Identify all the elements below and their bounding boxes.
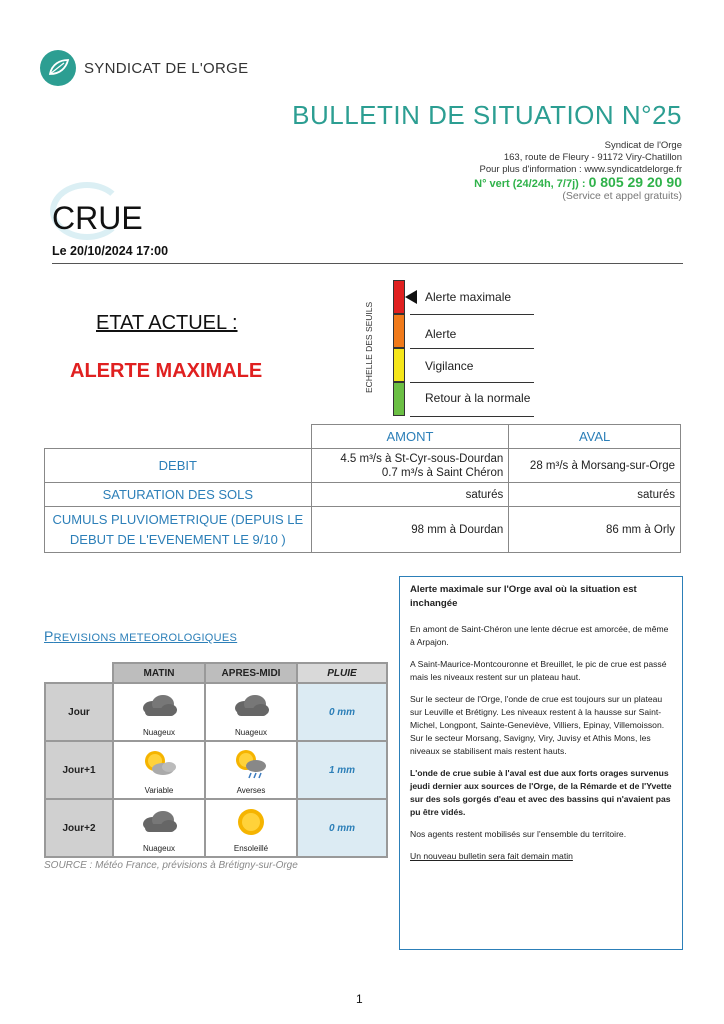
previsions-title bbox=[44, 628, 237, 644]
crue-date: Le 20/10/2024 17:00 bbox=[52, 244, 169, 258]
service-note: (Service et appel gratuits) bbox=[562, 190, 682, 202]
etat-value: ALERTE MAXIMALE bbox=[70, 360, 263, 382]
green-number[interactable]: 0 805 29 20 90 bbox=[588, 174, 682, 190]
page-number: 1 bbox=[356, 992, 363, 1006]
cumuls-label-2: DEBUT DE L'EVENEMENT LE 9/10 ) bbox=[69, 531, 286, 547]
forecast-text: Variable bbox=[144, 786, 174, 795]
cumuls-label bbox=[45, 507, 312, 553]
forecast-cell bbox=[113, 683, 205, 741]
table-row bbox=[45, 507, 681, 553]
forecast-text: Averses bbox=[236, 786, 266, 795]
commentary-paragraph: L'onde de crue subie à l'aval est due aux forts orages survenus jeudi dernier aux sources de l'Orge, de la Rémarde et de l'Yvette sur des sols gorgés d'eau et avec des bassins qui n'avaient pas pu être vidés. bbox=[410, 768, 672, 817]
row-label: Jour bbox=[45, 683, 113, 741]
commentary-paragraph: En amont de Saint-Chéron une lente décrue est amorcée, de même à Arpajon. bbox=[410, 624, 669, 647]
table-row bbox=[45, 449, 681, 483]
table-row bbox=[45, 483, 681, 507]
level-line bbox=[410, 314, 534, 315]
commentary-heading: Alerte maximale sur l'Orge aval où la situation est inchangée bbox=[410, 584, 637, 609]
level-line bbox=[410, 416, 534, 417]
logo-icon bbox=[40, 50, 76, 86]
level-bar-normale bbox=[393, 382, 405, 416]
cloud-icon bbox=[231, 690, 271, 722]
table-row bbox=[45, 799, 387, 857]
cumuls-label-1: CUMULS PLUVIOMETRIQUE (DEPUIS LE bbox=[52, 511, 304, 527]
forecast-cell bbox=[113, 799, 205, 857]
commentary-paragraph: A Saint-Maurice-Montcouronne et Breuillet, le pic de crue est passé mais les niveaux restent sur un plateau haut. bbox=[410, 659, 667, 682]
situation-commentary bbox=[399, 576, 683, 950]
cloud-icon bbox=[139, 690, 179, 722]
forecast-text: Nuageux bbox=[142, 728, 176, 737]
current-level-arrow-icon bbox=[405, 290, 417, 304]
level-text-normale: Retour à la normale bbox=[425, 391, 531, 405]
situation-table bbox=[44, 424, 681, 553]
meteo-source: SOURCE : Météo France, prévisions à Brétigny-sur-Orge bbox=[44, 860, 298, 871]
green-label: N° vert (24/24h, 7/7j) : bbox=[474, 178, 589, 190]
level-text-alerte: Alerte bbox=[425, 327, 457, 341]
info-line[interactable]: Pour plus d'information : www.syndicatdelorge.fr bbox=[479, 164, 682, 175]
sun-cloud-icon bbox=[139, 748, 179, 780]
forecast-cell bbox=[205, 741, 297, 799]
level-line bbox=[410, 348, 534, 349]
forecast-cell bbox=[205, 683, 297, 741]
rain-value: 1 mm bbox=[297, 741, 387, 799]
debit-label: DEBIT bbox=[45, 449, 312, 483]
forecast-text: Nuageux bbox=[142, 844, 176, 853]
level-bar-alerte-maximale bbox=[393, 280, 405, 314]
previsions-title-cap: P bbox=[44, 628, 54, 644]
table-corner bbox=[45, 425, 312, 449]
divider bbox=[52, 263, 683, 264]
debit-amont-1: 4.5 m³/s à St-Cyr-sous-Dourdan bbox=[340, 452, 504, 465]
forecast-text: Nuageux bbox=[234, 728, 268, 737]
table-row bbox=[45, 741, 387, 799]
level-bar-vigilance bbox=[393, 348, 405, 382]
green-number-line bbox=[474, 176, 682, 190]
next-bulletin-note: Un nouveau bulletin sera fait demain matin bbox=[410, 851, 573, 861]
level-line bbox=[410, 382, 534, 383]
row-label: Jour+1 bbox=[45, 741, 113, 799]
saturation-amont: saturés bbox=[311, 483, 509, 507]
rain-value: 0 mm bbox=[297, 799, 387, 857]
debit-amont bbox=[311, 449, 509, 483]
col-matin: MATIN bbox=[113, 663, 205, 683]
level-text-alerte-maximale: Alerte maximale bbox=[425, 290, 512, 304]
table-row bbox=[45, 683, 387, 741]
forecast-cell bbox=[113, 741, 205, 799]
saturation-aval: saturés bbox=[509, 483, 681, 507]
sun-icon bbox=[231, 806, 271, 838]
col-amont: AMONT bbox=[311, 425, 509, 449]
etat-label: ETAT ACTUEL : bbox=[96, 312, 238, 334]
forecast-cell bbox=[205, 799, 297, 857]
debit-amont-2: 0.7 m³/s à Saint Chéron bbox=[381, 466, 504, 479]
bulletin-title: BULLETIN DE SITUATION N°25 bbox=[292, 100, 682, 130]
previsions-title-rest: REVISIONS METEOROLOGIQUES bbox=[53, 632, 238, 644]
contact-info bbox=[474, 140, 682, 202]
col-aval: AVAL bbox=[509, 425, 681, 449]
logo-text: SYNDICAT DE L'ORGE bbox=[84, 60, 249, 77]
level-text-vigilance: Vigilance bbox=[425, 359, 474, 373]
crue-title: CRUE bbox=[52, 200, 143, 236]
col-apres-midi: APRES-MIDI bbox=[205, 663, 297, 683]
meteo-table bbox=[44, 662, 388, 858]
commentary-paragraph: Nos agents restent mobilisés sur l'ensemble du territoire. bbox=[410, 829, 627, 839]
commentary-paragraph: Sur le secteur de l'Orge, l'onde de crue est toujours sur un plateau sur Leuville et Brétigny. Les niveaux restent à la hausse sur Saint-Michel, Longpont, Sainte-Geneviève, Villiers, Epinay, Villemoisson. Sur le secteur Morsang, Savigny, Viry, Juvisy et Athis Mons, les niveaux se stabilisent mais restent hauts. bbox=[410, 694, 665, 756]
meteo-corner bbox=[45, 663, 113, 683]
org-name: Syndicat de l'Orge bbox=[604, 140, 682, 151]
scale-label: ECHELLE DES SEUILS bbox=[364, 301, 374, 393]
saturation-label: SATURATION DES SOLS bbox=[45, 483, 312, 507]
rain-value: 0 mm bbox=[297, 683, 387, 741]
level-bar-alerte bbox=[393, 314, 405, 348]
org-address: 163, route de Fleury - 91172 Viry-Chatillon bbox=[503, 152, 682, 163]
sun-rain-icon bbox=[231, 748, 271, 780]
cumuls-aval: 86 mm à Orly bbox=[509, 507, 681, 553]
cumuls-amont: 98 mm à Dourdan bbox=[311, 507, 509, 553]
col-pluie: PLUIE bbox=[297, 663, 387, 683]
debit-aval: 28 m³/s à Morsang-sur-Orge bbox=[509, 449, 681, 483]
forecast-text: Ensoleillé bbox=[233, 844, 269, 853]
row-label: Jour+2 bbox=[45, 799, 113, 857]
cloud-icon bbox=[139, 806, 179, 838]
